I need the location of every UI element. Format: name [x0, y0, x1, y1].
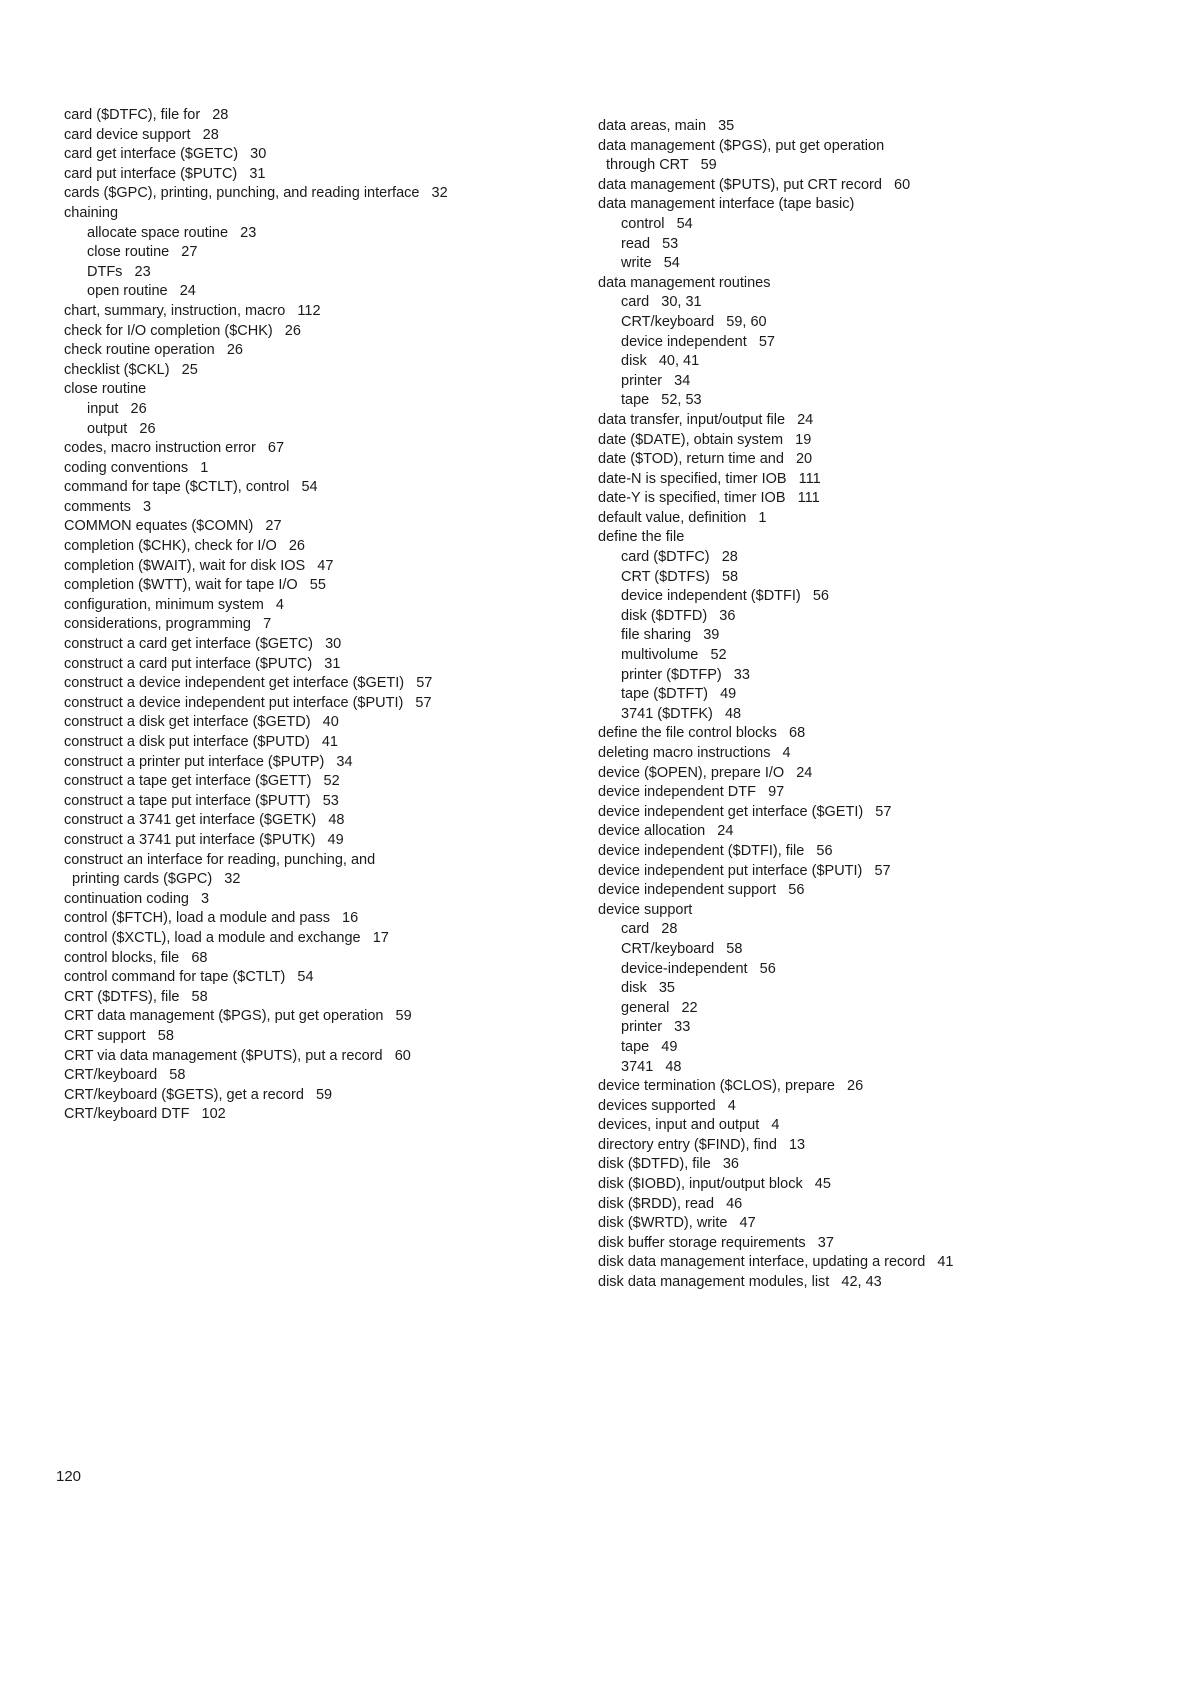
index-entry: define the file	[598, 529, 685, 546]
index-entry: checklist ($CKL) 25	[64, 361, 198, 378]
index-entry: device-independent 56	[621, 960, 776, 977]
index-entry: default value, definition 1	[598, 509, 767, 526]
index-entry: construct an interface for reading, punching, and	[64, 851, 376, 868]
index-entry: completion ($WAIT), wait for disk IOS 47	[64, 557, 334, 574]
index-entry: disk ($DTFD), file 36	[598, 1156, 739, 1173]
index-entry: tape 52, 53	[621, 392, 702, 409]
index-entry: DTFs 23	[87, 263, 151, 280]
index-entry: CRT/keyboard 59, 60	[621, 313, 767, 330]
index-entry: device support	[598, 901, 693, 918]
index-entry: date ($DATE), obtain system 19	[598, 431, 812, 448]
index-entry: open routine 24	[87, 283, 196, 300]
index-entry: close routine	[64, 381, 147, 398]
index-entry: file sharing 39	[621, 627, 720, 644]
index-entry: construct a 3741 put interface ($PUTK) 49	[64, 831, 344, 848]
index-entry: close routine 27	[87, 244, 198, 261]
index-entry: read 53	[621, 235, 679, 252]
index-column-left	[64, 106, 534, 1125]
index-entry: cards ($GPC), printing, punching, and reading interface 32	[64, 185, 448, 202]
index-entry: completion ($WTT), wait for tape I/O 55	[64, 577, 326, 594]
index-entry: CRT/keyboard ($GETS), get a record 59	[64, 1086, 333, 1103]
index-entry: tape ($DTFT) 49	[621, 686, 737, 703]
index-entry: printer ($DTFP) 33	[621, 666, 750, 683]
index-entry: construct a printer put interface ($PUTP) 34	[64, 753, 353, 770]
index-entry: comments 3	[64, 498, 152, 515]
index-entry: input 26	[87, 400, 147, 417]
index-entry: 3741 ($DTFK) 48	[621, 705, 742, 722]
index-entry: CRT/keyboard 58	[621, 940, 743, 957]
index-entry: device termination ($CLOS), prepare 26	[598, 1078, 864, 1095]
index-entry: printer 34	[621, 372, 691, 389]
index-entry: disk data management interface, updating a record 41	[598, 1254, 954, 1271]
index-entry: disk 40, 41	[621, 353, 700, 370]
index-entry: COMMON equates ($COMN) 27	[64, 518, 282, 535]
index-entry: device independent support 56	[598, 882, 805, 899]
index-entry: disk ($WRTD), write 47	[598, 1215, 756, 1232]
index-entry: card 30, 31	[621, 294, 702, 311]
index-entry: continuation coding 3	[64, 890, 210, 907]
index-entry: general 22	[621, 999, 698, 1016]
index-entry: define the file control blocks 68	[598, 725, 806, 742]
index-entry: date-N is specified, timer IOB 111	[598, 470, 821, 487]
index-entry: construct a card get interface ($GETC) 30	[64, 636, 342, 653]
index-entry: through CRT 59	[606, 157, 717, 174]
index-entry: card device support 28	[64, 126, 219, 143]
index-entry: output 26	[87, 420, 156, 437]
index-entry: codes, macro instruction error 67	[64, 440, 285, 457]
index-entry: device ($OPEN), prepare I/O 24	[598, 764, 813, 781]
index-entry: chart, summary, instruction, macro 112	[64, 302, 321, 319]
index-entry: construct a disk get interface ($GETD) 40	[64, 714, 339, 731]
index-entry: data management ($PUTS), put CRT record 60	[598, 176, 911, 193]
index-entry: data transfer, input/output file 24	[598, 411, 814, 428]
index-entry: disk ($RDD), read 46	[598, 1195, 743, 1212]
index-entry: construct a device independent get interface ($GETI) 57	[64, 675, 433, 692]
index-entry: coding conventions 1	[64, 459, 209, 476]
index-entry: disk 35	[621, 980, 675, 997]
index-entry: control ($FTCH), load a module and pass 16	[64, 910, 359, 927]
index-entry: construct a 3741 get interface ($GETK) 48	[64, 812, 345, 829]
index-entry: card 28	[621, 921, 678, 938]
index-entry: construct a card put interface ($PUTC) 31	[64, 655, 341, 672]
index-entry: disk data management modules, list 42, 43	[598, 1274, 882, 1291]
index-entry: device independent put interface ($PUTI) 57	[598, 862, 891, 879]
index-entry: allocate space routine 23	[87, 224, 257, 241]
index-entry: devices, input and output 4	[598, 1117, 780, 1134]
index-entry: device allocation 24	[598, 823, 734, 840]
index-entry: CRT data management ($PGS), put get operation 59	[64, 1008, 412, 1025]
index-entry: device independent DTF 97	[598, 784, 785, 801]
index-entry: CRT ($DTFS), file 58	[64, 988, 208, 1005]
index-entry: device independent 57	[621, 333, 775, 350]
index-entry: date ($TOD), return time and 20	[598, 451, 813, 468]
index-entry: tape 49	[621, 1038, 678, 1055]
index-entry: disk buffer storage requirements 37	[598, 1234, 834, 1251]
index-entry: command for tape ($CTLT), control 54	[64, 479, 318, 496]
index-entry: control command for tape ($CTLT) 54	[64, 969, 314, 986]
index-entry: construct a tape put interface ($PUTT) 53	[64, 792, 339, 809]
index-entry: check routine operation 26	[64, 342, 243, 359]
index-entry: card ($DTFC), file for 28	[64, 107, 229, 123]
index-entry: device independent ($DTFI) 56	[621, 588, 829, 605]
index-entry: control blocks, file 68	[64, 949, 208, 966]
index-entry: control 54	[621, 215, 693, 232]
index-column-right	[598, 117, 1158, 1293]
index-entry: data areas, main 35	[598, 118, 735, 134]
index-entry: construct a device independent put interface ($PUTI) 57	[64, 694, 432, 711]
index-entry: printing cards ($GPC) 32	[72, 871, 241, 888]
index-entry: device independent ($DTFI), file 56	[598, 842, 833, 859]
index-entry: directory entry ($FIND), find 13	[598, 1136, 806, 1153]
index-entry: configuration, minimum system 4	[64, 596, 284, 613]
index-entry: check for I/O completion ($CHK) 26	[64, 322, 301, 339]
index-entry: considerations, programming 7	[64, 616, 272, 633]
index-entry: card put interface ($PUTC) 31	[64, 165, 266, 182]
index-entry: devices supported 4	[598, 1097, 736, 1114]
index-entry: multivolume 52	[621, 647, 727, 664]
index-entry: CRT ($DTFS) 58	[621, 568, 739, 585]
index-entry: card get interface ($GETC) 30	[64, 146, 267, 163]
index-entry: printer 33	[621, 1019, 691, 1036]
index-entry: 3741 48	[621, 1058, 682, 1075]
index-entry: deleting macro instructions 4	[598, 745, 791, 761]
index-entry: data management interface (tape basic)	[598, 196, 855, 213]
index-entry: CRT via data management ($PUTS), put a record 60	[64, 1047, 411, 1064]
index-entry: date-Y is specified, timer IOB 111	[598, 490, 820, 507]
index-entry: data management ($PGS), put get operation	[598, 137, 885, 154]
index-entry: construct a tape get interface ($GETT) 52	[64, 773, 340, 790]
index-entry: disk ($DTFD) 36	[621, 607, 736, 624]
index-entry: control ($XCTL), load a module and exchange 17	[64, 929, 389, 946]
index-entry: CRT/keyboard 58	[64, 1067, 186, 1084]
index-entry: completion ($CHK), check for I/O 26	[64, 538, 305, 555]
index-entry: write 54	[621, 255, 680, 272]
index-entry: data management routines	[598, 274, 771, 291]
index-entry: chaining	[64, 204, 119, 221]
index-entry: CRT/keyboard DTF 102	[64, 1106, 226, 1123]
index-entry: disk ($IOBD), input/output block 45	[598, 1176, 831, 1193]
index-entry: device independent get interface ($GETI) 57	[598, 803, 892, 820]
index-entry: construct a disk put interface ($PUTD) 41	[64, 734, 338, 750]
index-entry: CRT support 58	[64, 1027, 174, 1044]
index-entry: card ($DTFC) 28	[621, 549, 738, 566]
page-number: 120	[56, 1468, 82, 1485]
